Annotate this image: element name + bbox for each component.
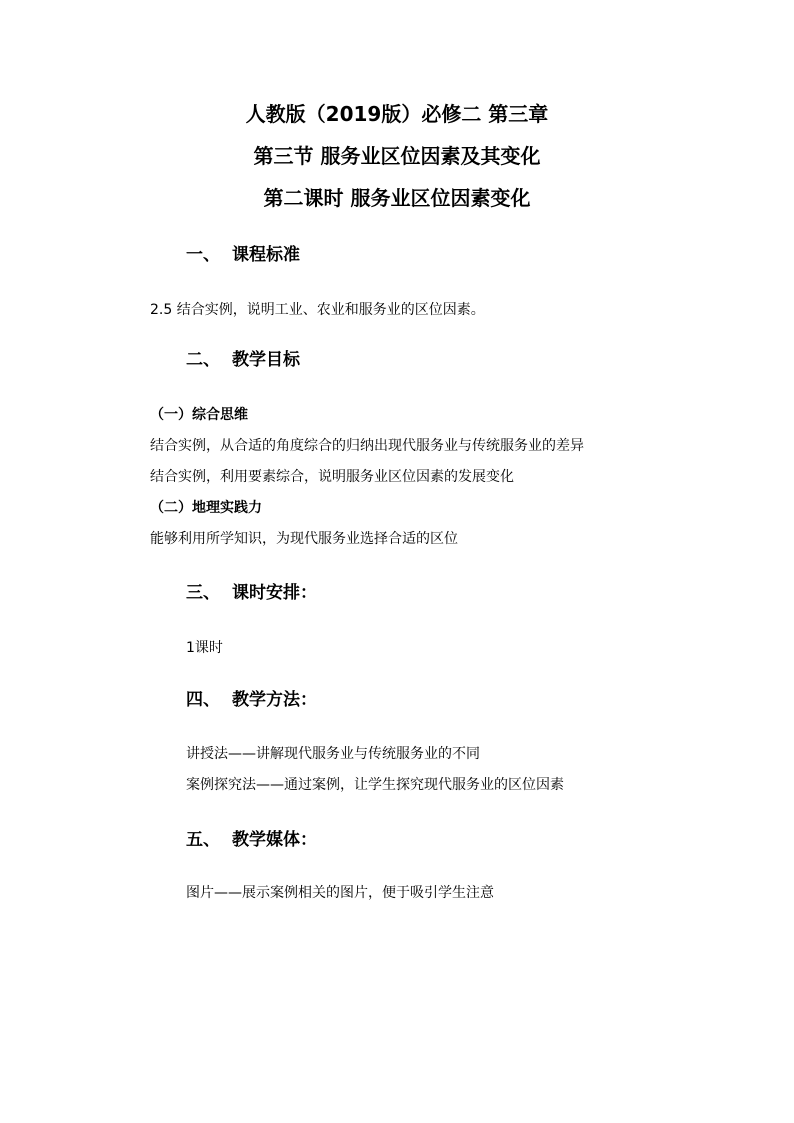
section-number: 三、	[186, 583, 220, 603]
section-title: 教学方法：	[232, 690, 317, 710]
objective-line: 结合实例，从合适的角度综合的归纳出现代服务业与传统服务业的差异	[150, 438, 584, 454]
media-line: 图片——展示案例相关的图片，便于吸引学生注意	[186, 885, 494, 901]
objective-sub-heading-2: （二）地理实践力	[150, 500, 262, 516]
objective-line: 能够利用所学知识，为现代服务业选择合适的区位	[150, 531, 458, 547]
section-heading-methods	[186, 685, 317, 710]
doc-title-line-2: 第三节 服务业区位因素及其变化	[253, 144, 541, 168]
objective-line: 结合实例，利用要素综合，说明服务业区位因素的发展变化	[150, 469, 514, 485]
doc-title-line-3: 第二课时 服务业区位因素变化	[263, 186, 531, 210]
section-number: 四、	[186, 690, 220, 710]
section-title: 教学媒体：	[232, 830, 317, 850]
objective-sub-heading-1: （一）综合思维	[150, 407, 248, 423]
section-number: 五、	[186, 830, 220, 850]
method-line: 案例探究法——通过案例，让学生探究现代服务业的区位因素	[186, 777, 564, 793]
section-number: 二、	[186, 350, 220, 370]
schedule-text: 1课时	[186, 640, 223, 656]
section-title: 课程标准	[232, 245, 300, 265]
method-line: 讲授法——讲解现代服务业与传统服务业的不同	[186, 746, 480, 762]
section-heading-media	[186, 825, 317, 850]
section-number: 一、	[186, 245, 220, 265]
section-heading-standard	[186, 240, 300, 265]
section-title: 教学目标	[232, 350, 300, 370]
section-heading-objectives	[186, 345, 300, 370]
section-title: 课时安排：	[232, 583, 317, 603]
standard-text: 2.5 结合实例，说明工业、农业和服务业的区位因素。	[150, 302, 485, 318]
doc-title-line-1: 人教版（2019版）必修二 第三章	[245, 102, 549, 126]
section-heading-schedule	[186, 578, 317, 603]
